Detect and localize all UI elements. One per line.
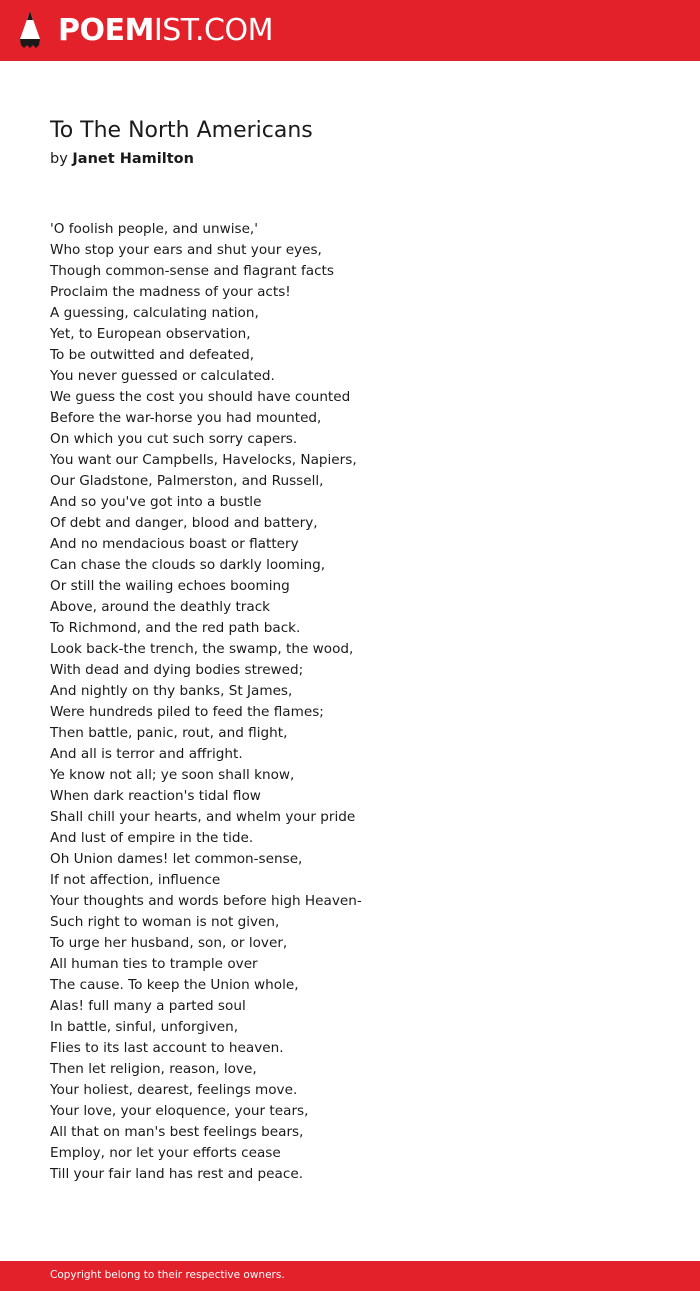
- poem-line: And nightly on thy banks, St James,: [50, 683, 293, 699]
- poem-line: With dead and dying bodies strewed;: [50, 662, 304, 678]
- site-logo-link[interactable]: [18, 10, 273, 51]
- poem-line: Who stop your ears and shut your eyes,: [50, 242, 322, 258]
- poem-line: Till your fair land has rest and peace.: [50, 1166, 304, 1182]
- poem-line: Then let religion, reason, love,: [50, 1061, 257, 1077]
- poem-line: Shall chill your hearts, and whelm your pride: [50, 809, 356, 825]
- poem-line: Our Gladstone, Palmerston, and Russell,: [50, 473, 324, 489]
- poem-line: Before the war-horse you had mounted,: [50, 410, 322, 426]
- poem-line: Then battle, panic, rout, and flight,: [50, 725, 288, 741]
- poem-line: And so you've got into a bustle: [50, 494, 262, 510]
- poem-line: Yet, to European observation,: [50, 326, 251, 342]
- poem-line: And no mendacious boast or flattery: [50, 536, 299, 552]
- poem-line: A guessing, calculating nation,: [50, 305, 259, 321]
- poem-line: When dark reaction's tidal flow: [50, 788, 261, 804]
- poem-line: And all is terror and affright.: [50, 746, 243, 762]
- poem-line: Look back-the trench, the swamp, the wood,: [50, 641, 354, 657]
- brand-light: IST.COM: [153, 13, 273, 48]
- poem-line: The cause. To keep the Union whole,: [50, 977, 299, 993]
- poem-line: Your love, your eloquence, your tears,: [50, 1103, 309, 1119]
- copyright-notice: Copyright belong to their respective owners.: [50, 1269, 285, 1281]
- poem-line: If not affection, influence: [50, 872, 221, 888]
- poem-line: To be outwitted and defeated,: [50, 347, 255, 363]
- poem-line: Alas! full many a parted soul: [50, 998, 246, 1014]
- poem-line: Oh Union dames! let common-sense,: [50, 851, 303, 867]
- site-brand-name: [58, 10, 273, 51]
- poem-line: To Richmond, and the red path back.: [50, 620, 301, 636]
- poem-line: Above, around the deathly track: [50, 599, 271, 615]
- poem-line: Your holiest, dearest, feelings move.: [50, 1082, 298, 1098]
- site-header: [0, 0, 700, 61]
- poem-line: Or still the wailing echoes booming: [50, 578, 290, 594]
- poem-line: 'O foolish people, and unwise,': [50, 221, 258, 237]
- poem-line: Ye know not all; ye soon shall know,: [50, 767, 295, 783]
- poem-line: Were hundreds piled to feed the flames;: [50, 704, 324, 720]
- poem-line: All human ties to trample over: [50, 956, 258, 972]
- brand-bold: POEM: [58, 13, 154, 48]
- poem-line: To urge her husband, son, or lover,: [50, 935, 288, 951]
- poem-line: Such right to woman is not given,: [50, 914, 280, 930]
- poem-title: To The North Americans: [50, 118, 313, 143]
- poem-line: Of debt and danger, blood and battery,: [50, 515, 318, 531]
- poem-line: On which you cut such sorry capers.: [50, 431, 298, 447]
- poem-line: You want our Campbells, Havelocks, Napiers,: [50, 452, 357, 468]
- site-footer: [0, 1261, 700, 1291]
- pencil-tip-icon: [18, 10, 42, 51]
- poem-line: We guess the cost you should have counted: [50, 389, 351, 405]
- poem-line: All that on man's best feelings bears,: [50, 1124, 304, 1140]
- poem-line: Proclaim the madness of your acts!: [50, 284, 291, 300]
- poem-author: Janet Hamilton: [72, 151, 194, 167]
- by-label: by: [50, 151, 68, 167]
- poem-line: Employ, nor let your efforts cease: [50, 1145, 281, 1161]
- poem-line: In battle, sinful, unforgiven,: [50, 1019, 239, 1035]
- poem-line: You never guessed or calculated.: [50, 368, 275, 384]
- poem-byline: [50, 149, 194, 169]
- poem-line: And lust of empire in the tide.: [50, 830, 254, 846]
- poem-line: Flies to its last account to heaven.: [50, 1040, 284, 1056]
- poem-line: Can chase the clouds so darkly looming,: [50, 557, 326, 573]
- poem-line: Though common-sense and flagrant facts: [50, 263, 334, 279]
- poem-line: Your thoughts and words before high Heaven-: [50, 893, 362, 909]
- poem-body: [50, 219, 362, 1185]
